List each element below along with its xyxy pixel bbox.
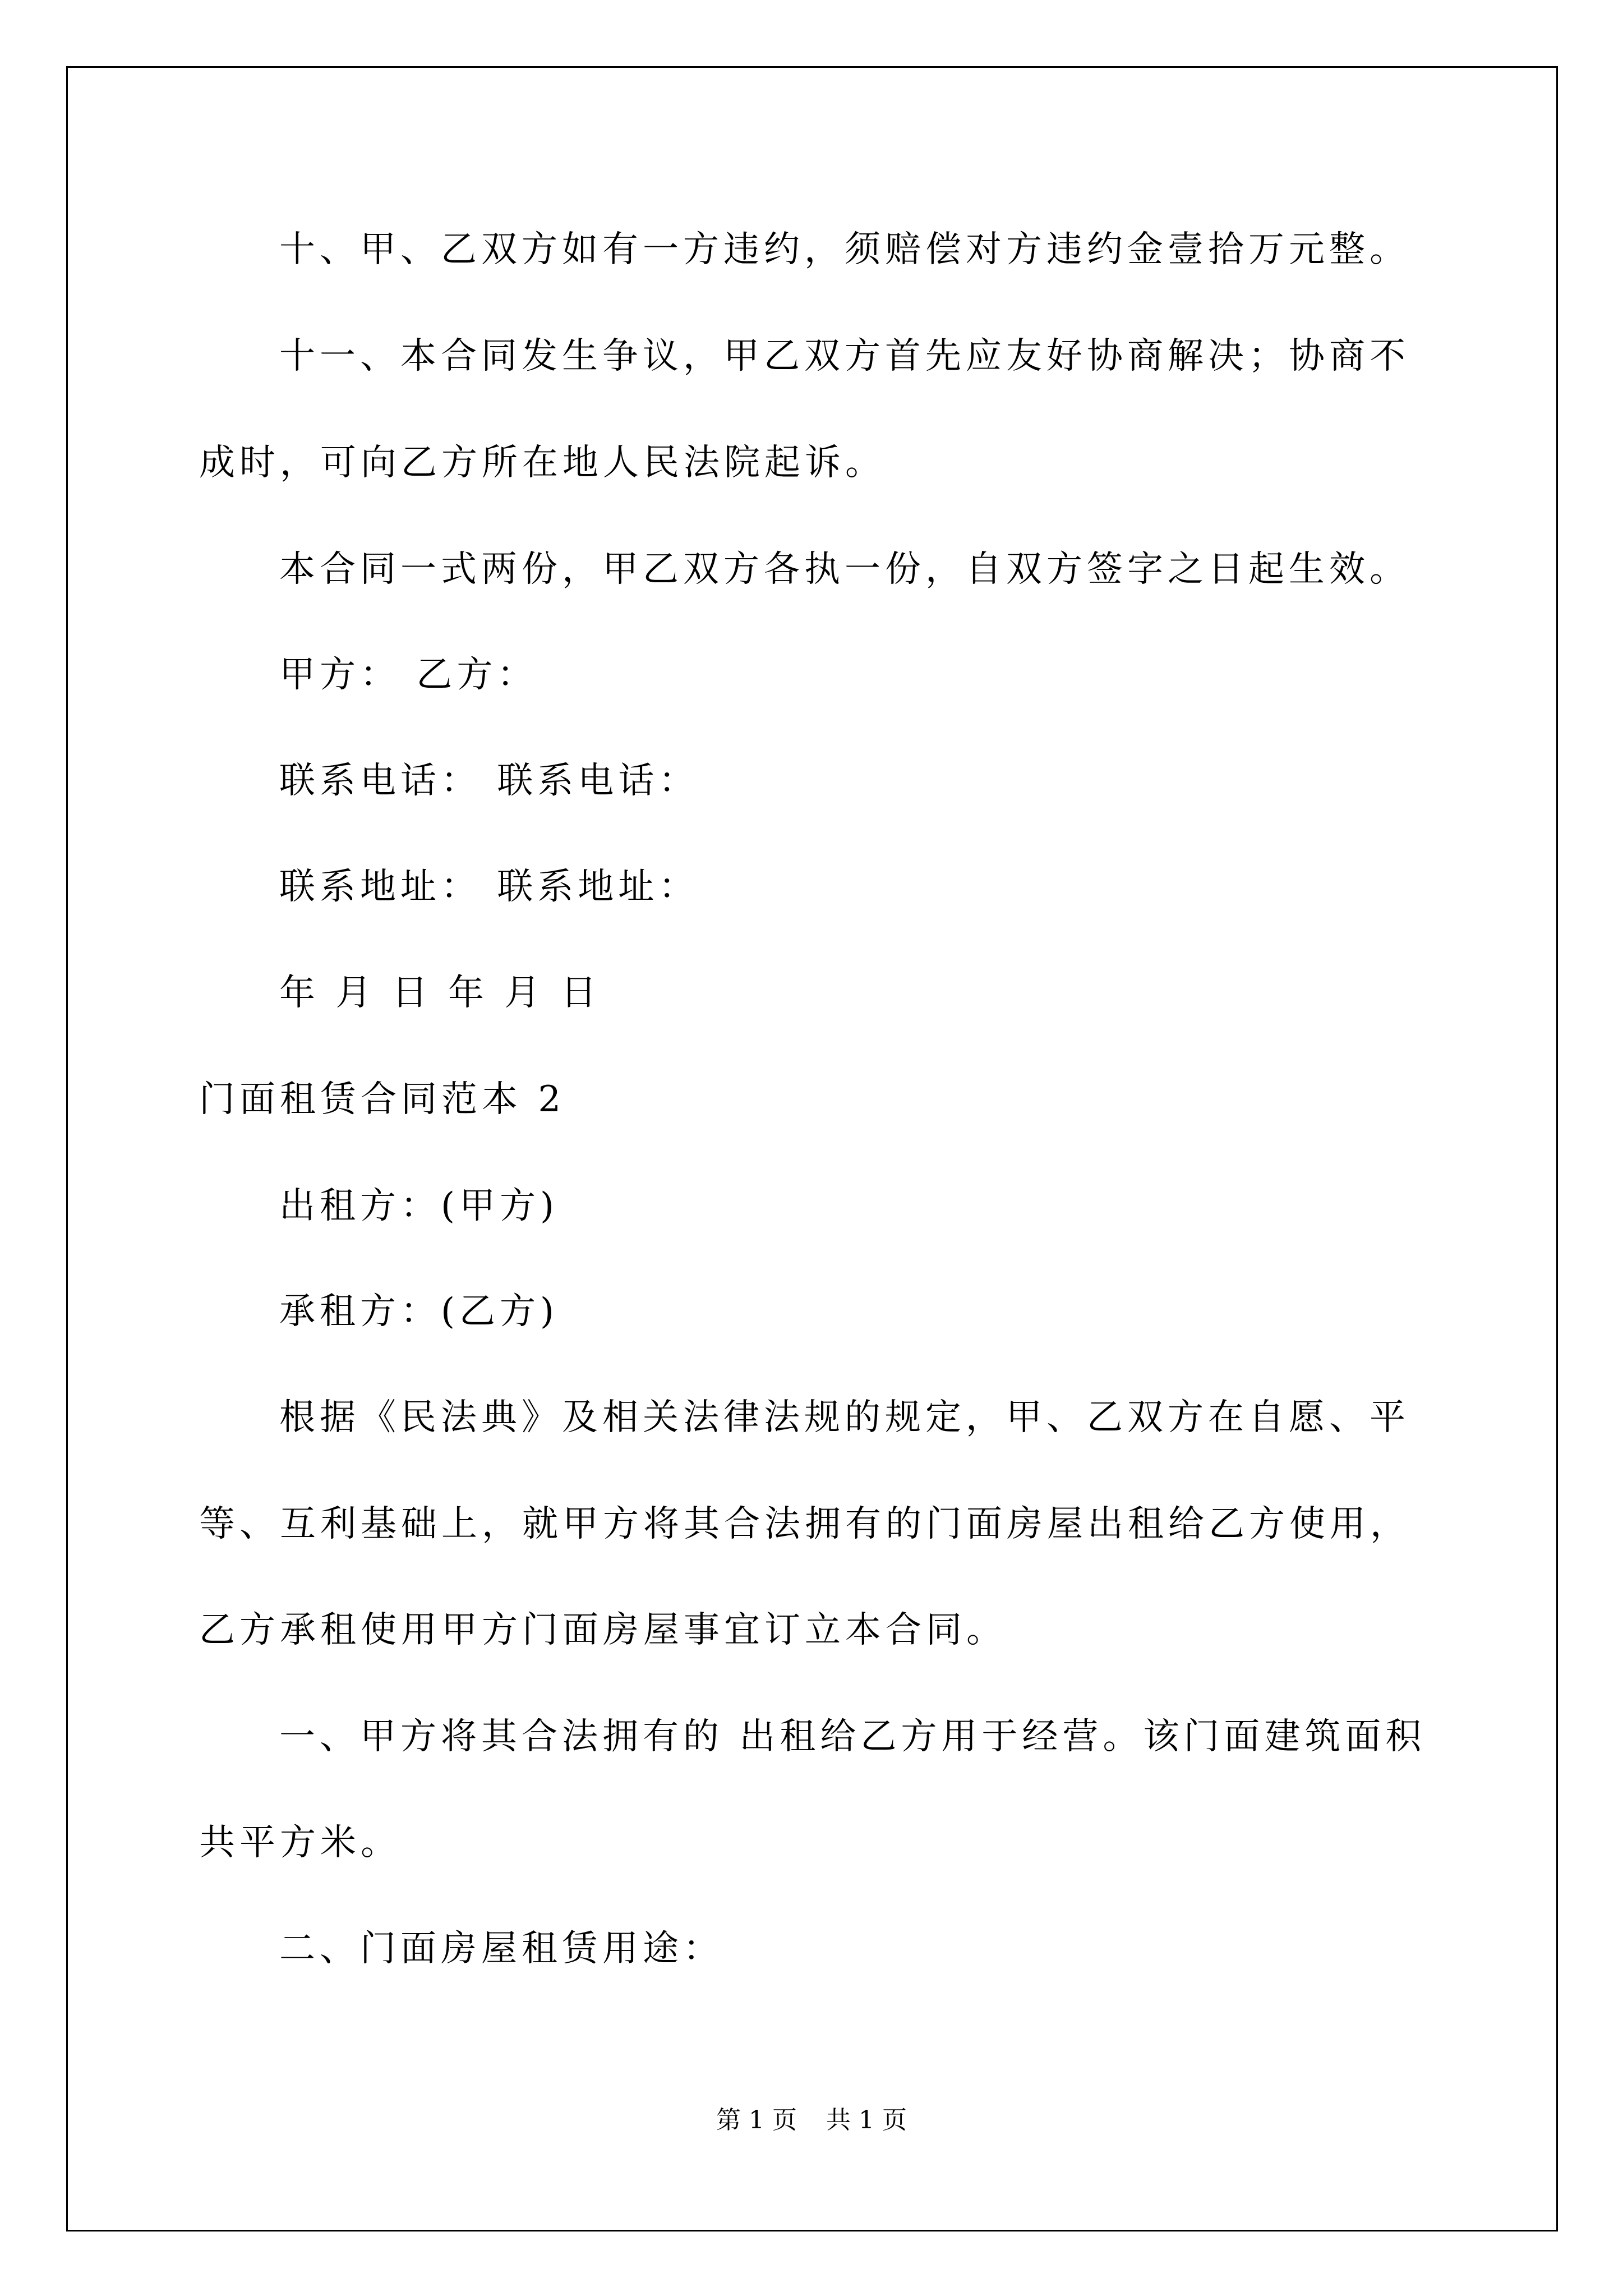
copies-clause: 本合同一式两份，甲乙双方各执一份，自双方签字之日起生效。 [279, 549, 1410, 590]
lessor-line: 出租方：(甲方) [279, 1185, 559, 1227]
signature-phones: 联系电话： 联系电话： [279, 760, 699, 802]
clause-1-line-1: 一、甲方将其合法拥有的 出租给乙方用于经营。该门面建筑面积 [279, 1716, 1426, 1757]
section-title: 门面租赁合同范本 2 [199, 1079, 566, 1120]
clause-11-line-2: 成时，可向乙方所在地人民法院起诉。 [199, 442, 886, 484]
signature-addresses: 联系地址： 联系地址： [279, 866, 699, 908]
preamble-line-3: 乙方承租使用甲方门面房屋事宜订立本合同。 [199, 1609, 1007, 1651]
preamble-line-2: 等、互利基础上，就甲方将其合法拥有的门面房屋出租给乙方使用， [199, 1503, 1410, 1545]
signature-parties: 甲方： 乙方： [279, 654, 538, 696]
lessee-line: 承租方：(乙方) [279, 1291, 559, 1332]
clause-10: 十、甲、乙双方如有一方违约，须赔偿对方违约金壹拾万元整。 [279, 229, 1410, 270]
page-footer [0, 2105, 1623, 2136]
page-border [66, 66, 1558, 2231]
page-number: 第 1 页 [716, 2106, 797, 2134]
preamble-line-1: 根据《民法典》及相关法律法规的规定，甲、乙双方在自愿、平 [279, 1397, 1410, 1438]
clause-2: 二、门面房屋租赁用途： [279, 1928, 723, 1970]
clause-11-line-1: 十一、本合同发生争议，甲乙双方首先应友好协商解决；协商不 [279, 335, 1410, 377]
page-total: 共 1 页 [826, 2106, 907, 2134]
signature-dates: 年 月 日 年 月 日 [279, 972, 601, 1014]
clause-1-line-2: 共平方米。 [199, 1822, 401, 1864]
